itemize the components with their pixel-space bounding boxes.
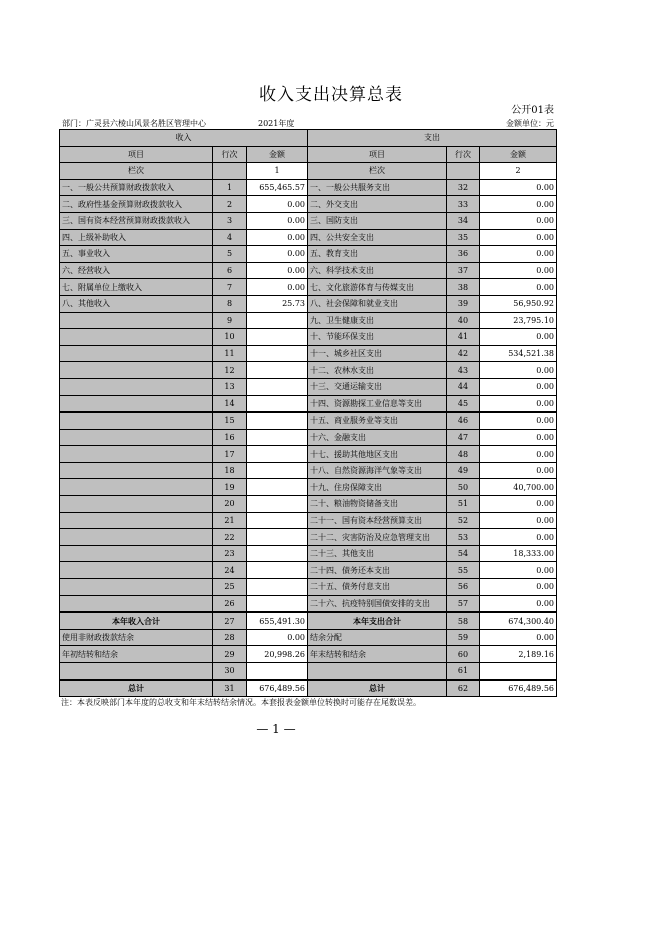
expense-item-cell: 总计 [308,680,447,697]
income-amount-cell: 20,998.26 [247,646,308,663]
income-col-number: 1 [247,163,308,180]
table-row [60,295,557,312]
income-line-cell: 6 [213,262,247,279]
expense-amount-cell: 0.00 [480,378,557,395]
table-row [60,595,557,612]
income-line-cell: 20 [213,496,247,513]
income-amount-header: 金额 [247,146,308,163]
income-line-cell: 12 [213,362,247,379]
table-row [60,529,557,546]
expense-item-cell: 二十五、债务付息支出 [308,579,447,596]
income-line-cell: 11 [213,345,247,362]
expense-amount-cell: 0.00 [480,362,557,379]
expense-line-cell: 39 [447,295,480,312]
income-item-cell [60,429,213,446]
expense-item-cell: 十四、资源勘探工业信息等支出 [308,395,447,412]
expense-line-cell: 33 [447,196,480,213]
income-amount-cell: 655,465.57 [247,179,308,196]
income-item-cell [60,479,213,496]
expense-line-cell: 61 [447,663,480,680]
expense-item-cell: 二十、粮油物资储备支出 [308,496,447,513]
expense-amount-cell: 0.00 [480,262,557,279]
income-item-cell: 二、政府性基金预算财政拨款收入 [60,196,213,213]
income-item-cell [60,496,213,513]
income-item-cell [60,312,213,329]
subtotal-row [60,612,557,629]
income-line-cell: 4 [213,229,247,246]
expense-line-cell: 59 [447,629,480,646]
income-amount-cell [247,362,308,379]
expense-amount-cell: 0.00 [480,246,557,263]
expense-amount-cell: 0.00 [480,595,557,612]
expense-item-cell: 本年支出合计 [308,612,447,629]
income-item-cell [60,529,213,546]
income-amount-cell: 676,489.56 [247,680,308,697]
column-header-row [60,146,557,163]
expense-amount-cell: 18,333.00 [480,545,557,562]
expense-item-cell: 二十三、其他支出 [308,545,447,562]
income-item-cell [60,329,213,346]
income-line-cell: 24 [213,562,247,579]
income-item-cell: 总计 [60,680,213,697]
income-amount-cell [247,345,308,362]
income-amount-cell: 655,491.30 [247,612,308,629]
table-row [60,545,557,562]
expense-line-cell: 43 [447,362,480,379]
expense-line-cell: 42 [447,345,480,362]
income-col-label: 栏次 [60,163,213,180]
income-line-cell: 9 [213,312,247,329]
expense-item-cell: 十八、自然资源海洋气象等支出 [308,462,447,479]
income-line-cell: 14 [213,395,247,412]
income-amount-cell [247,329,308,346]
expense-amount-cell: 0.00 [480,629,557,646]
income-amount-cell: 0.00 [247,212,308,229]
income-line-cell: 28 [213,629,247,646]
expense-section-header: 支出 [308,130,557,147]
income-line-cell: 7 [213,279,247,296]
income-item-cell: 使用非财政拨款结余 [60,629,213,646]
income-item-cell: 八、其他收入 [60,295,213,312]
expense-item-cell: 二十四、债务还本支出 [308,562,447,579]
income-amount-cell [247,595,308,612]
expense-item-cell: 三、国防支出 [308,212,447,229]
income-line-cell: 2 [213,196,247,213]
expense-line-cell: 44 [447,378,480,395]
expense-line-cell: 34 [447,212,480,229]
expense-line-cell: 49 [447,462,480,479]
expense-item-cell: 四、公共安全支出 [308,229,447,246]
income-amount-cell [247,496,308,513]
table-row [60,663,557,680]
income-amount-cell [247,446,308,463]
expense-item-cell: 结余分配 [308,629,447,646]
income-item-cell [60,545,213,562]
amount-unit-label: 金额单位：元 [506,119,554,128]
income-item-cell [60,562,213,579]
income-line-cell: 22 [213,529,247,546]
income-item-cell [60,512,213,529]
income-item-cell: 本年收入合计 [60,612,213,629]
income-item-cell: 一、一般公共预算财政拨款收入 [60,179,213,196]
income-amount-cell [247,479,308,496]
table-row [60,212,557,229]
income-item-cell: 五、事业收入 [60,246,213,263]
section-header-row [60,130,557,147]
income-item-cell [60,412,213,429]
income-line-cell: 27 [213,612,247,629]
income-amount-cell [247,529,308,546]
income-item-cell: 四、上级补助收入 [60,229,213,246]
income-amount-cell [247,395,308,412]
income-line-cell: 29 [213,646,247,663]
expense-col-number: 2 [480,163,557,180]
page-title: 收入支出决算总表 [259,85,403,105]
column-number-row [60,163,557,180]
department-label: 部门：广灵县六棱山风景名胜区管理中心 [62,119,206,128]
income-line-cell: 16 [213,429,247,446]
table-row [60,196,557,213]
income-amount-cell [247,312,308,329]
table-row [60,512,557,529]
expense-line-cell: 37 [447,262,480,279]
income-amount-cell: 0.00 [247,629,308,646]
expense-line-cell: 48 [447,446,480,463]
expense-line-cell: 60 [447,646,480,663]
expense-amount-cell: 2,189.16 [480,646,557,663]
income-line-cell: 17 [213,446,247,463]
income-line-header: 行次 [213,146,247,163]
expense-amount-cell: 0.00 [480,462,557,479]
expense-line-cell: 45 [447,395,480,412]
expense-line-header: 行次 [447,146,480,163]
income-line-cell: 15 [213,412,247,429]
expense-line-cell: 40 [447,312,480,329]
income-line-cell: 3 [213,212,247,229]
table-row [60,262,557,279]
table-row [60,446,557,463]
form-number: 公开01表 [511,105,554,116]
expense-line-cell: 41 [447,329,480,346]
expense-line-cell: 32 [447,179,480,196]
income-amount-cell: 0.00 [247,196,308,213]
table-row [60,429,557,446]
income-item-cell: 三、国有资本经营预算财政拨款收入 [60,212,213,229]
table-row [60,629,557,646]
table-row [60,395,557,412]
expense-amount-cell: 0.00 [480,412,557,429]
table-row [60,362,557,379]
table-row [60,229,557,246]
expense-line-cell: 54 [447,545,480,562]
table-row [60,646,557,663]
expense-amount-header: 金额 [480,146,557,163]
income-line-cell: 19 [213,479,247,496]
expense-amount-cell: 0.00 [480,496,557,513]
expense-item-cell: 十、节能环保支出 [308,329,447,346]
income-item-cell [60,446,213,463]
expense-line-cell: 56 [447,579,480,596]
income-item-cell: 六、经营收入 [60,262,213,279]
income-item-header: 项目 [60,146,213,163]
total-row [60,680,557,697]
income-amount-cell [247,579,308,596]
expense-line-cell: 53 [447,529,480,546]
income-amount-cell [247,429,308,446]
income-section-header: 收入 [60,130,308,147]
expense-amount-cell: 0.00 [480,562,557,579]
expense-line-cell: 52 [447,512,480,529]
income-item-cell [60,345,213,362]
income-item-cell: 七、附属单位上缴收入 [60,279,213,296]
income-item-cell [60,579,213,596]
expense-line-cell: 35 [447,229,480,246]
expense-item-cell: 年末结转和结余 [308,646,447,663]
expense-amount-cell: 40,700.00 [480,479,557,496]
expense-item-cell: 二十一、国有资本经营预算支出 [308,512,447,529]
income-amount-cell [247,663,308,680]
income-item-cell: 年初结转和结余 [60,646,213,663]
expense-amount-cell: 0.00 [480,429,557,446]
income-amount-cell: 0.00 [247,262,308,279]
expense-amount-cell: 0.00 [480,279,557,296]
expense-item-cell: 十九、住房保障支出 [308,479,447,496]
income-item-cell [60,663,213,680]
expense-amount-cell: 0.00 [480,579,557,596]
income-amount-cell: 0.00 [247,279,308,296]
expense-amount-cell: 0.00 [480,196,557,213]
expense-item-cell [308,663,447,680]
expense-col-line-blank [447,163,480,180]
income-item-cell [60,462,213,479]
income-line-cell: 18 [213,462,247,479]
expense-item-header: 项目 [308,146,447,163]
expense-line-cell: 46 [447,412,480,429]
expense-amount-cell: 0.00 [480,529,557,546]
table-row [60,479,557,496]
table-row [60,246,557,263]
income-expense-table [59,129,557,697]
table-row [60,496,557,513]
income-line-cell: 26 [213,595,247,612]
expense-item-cell: 八、社会保障和就业支出 [308,295,447,312]
income-item-cell [60,362,213,379]
expense-item-cell: 二十六、抗疫特别国债安排的支出 [308,595,447,612]
expense-amount-cell: 56,950.92 [480,295,557,312]
expense-amount-cell: 534,521.38 [480,345,557,362]
expense-line-cell: 36 [447,246,480,263]
income-line-cell: 21 [213,512,247,529]
expense-amount-cell [480,663,557,680]
expense-item-cell: 十二、农林水支出 [308,362,447,379]
income-amount-cell: 0.00 [247,229,308,246]
income-amount-cell [247,512,308,529]
income-line-cell: 30 [213,663,247,680]
income-line-cell: 13 [213,378,247,395]
expense-item-cell: 十七、援助其他地区支出 [308,446,447,463]
income-amount-cell: 25.73 [247,295,308,312]
income-col-line-blank [213,163,247,180]
table-row [60,462,557,479]
expense-item-cell: 七、文化旅游体育与传媒支出 [308,279,447,296]
expense-item-cell: 六、科学技术支出 [308,262,447,279]
expense-line-cell: 50 [447,479,480,496]
income-line-cell: 23 [213,545,247,562]
expense-amount-cell: 23,795.10 [480,312,557,329]
expense-amount-cell: 0.00 [480,229,557,246]
income-amount-cell [247,545,308,562]
income-line-cell: 31 [213,680,247,697]
expense-line-cell: 62 [447,680,480,697]
table-row [60,179,557,196]
income-line-cell: 1 [213,179,247,196]
expense-item-cell: 一、一般公共服务支出 [308,179,447,196]
income-item-cell [60,378,213,395]
income-line-cell: 8 [213,295,247,312]
expense-item-cell: 九、卫生健康支出 [308,312,447,329]
table-row [60,312,557,329]
income-item-cell [60,595,213,612]
table-row [60,378,557,395]
table-row [60,412,557,429]
expense-amount-cell: 0.00 [480,329,557,346]
expense-item-cell: 十六、金融支出 [308,429,447,446]
income-amount-cell [247,378,308,395]
expense-line-cell: 47 [447,429,480,446]
income-item-cell [60,395,213,412]
income-amount-cell [247,412,308,429]
table-row [60,579,557,596]
expense-line-cell: 55 [447,562,480,579]
expense-item-cell: 十三、交通运输支出 [308,378,447,395]
expense-amount-cell: 0.00 [480,512,557,529]
income-line-cell: 10 [213,329,247,346]
expense-item-cell: 十一、城乡社区支出 [308,345,447,362]
table-row [60,345,557,362]
page-number: — 1 — [256,722,296,736]
expense-line-cell: 57 [447,595,480,612]
table-row [60,562,557,579]
income-amount-cell: 0.00 [247,246,308,263]
expense-amount-cell: 0.00 [480,446,557,463]
expense-amount-cell: 0.00 [480,179,557,196]
income-amount-cell [247,562,308,579]
expense-col-label: 栏次 [308,163,447,180]
expense-item-cell: 五、教育支出 [308,246,447,263]
expense-item-cell: 二十二、灾害防治及应急管理支出 [308,529,447,546]
fiscal-year-label: 2021年度 [258,119,295,128]
expense-item-cell: 二、外交支出 [308,196,447,213]
table-row [60,279,557,296]
expense-line-cell: 58 [447,612,480,629]
expense-amount-cell: 0.00 [480,212,557,229]
expense-item-cell: 十五、商业服务业等支出 [308,412,447,429]
expense-amount-cell: 676,489.56 [480,680,557,697]
income-line-cell: 25 [213,579,247,596]
expense-amount-cell: 0.00 [480,395,557,412]
expense-line-cell: 51 [447,496,480,513]
expense-amount-cell: 674,300.40 [480,612,557,629]
expense-line-cell: 38 [447,279,480,296]
income-amount-cell [247,462,308,479]
income-line-cell: 5 [213,246,247,263]
table-row [60,329,557,346]
footnote: 注：本表反映部门本年度的总收支和年末结转结余情况。本套报表金额单位转换时可能存在尾数误差。 [61,698,421,707]
